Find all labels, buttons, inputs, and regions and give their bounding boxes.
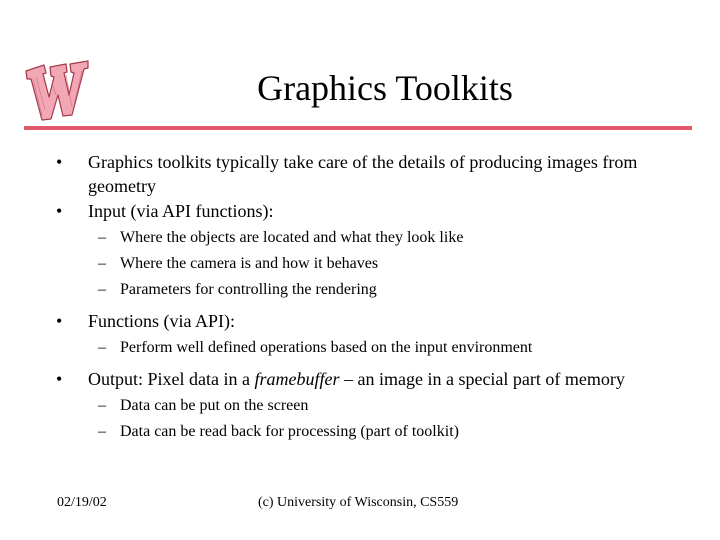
framebuffer-term: framebuffer — [254, 369, 340, 389]
sub-bullet-text: Data can be read back for processing (part of toolkit) — [120, 423, 459, 440]
bullet-marker: • — [56, 311, 63, 331]
bullet-text-start: Output: Pixel data in a — [88, 369, 255, 389]
bullet-text — [88, 369, 625, 389]
bullet-item — [56, 367, 676, 391]
footer-date: 02/19/02 — [57, 495, 107, 510]
sub-bullet-marker: – — [98, 397, 106, 414]
bullet-text: Functions (via API): — [88, 311, 235, 331]
bullet-item — [56, 309, 676, 333]
sub-bullet-item — [56, 251, 676, 277]
title-divider — [24, 126, 692, 130]
sub-bullet-marker: – — [98, 229, 106, 246]
bullet-text-end: – an image in a special part of memory — [339, 369, 625, 389]
sub-bullet-marker: – — [98, 281, 106, 298]
sub-bullet-text: Parameters for controlling the rendering — [120, 281, 377, 298]
sub-bullet-item — [56, 225, 676, 251]
sub-bullet-marker: – — [98, 255, 106, 272]
bullet-marker: • — [56, 152, 63, 172]
footer-credit: (c) University of Wisconsin, CS559 — [258, 495, 459, 510]
sub-bullet-item — [56, 393, 676, 419]
sub-bullet-marker: – — [98, 339, 106, 356]
sub-bullet-text: Perform well defined operations based on the input environment — [120, 339, 533, 356]
sub-bullet-item — [56, 277, 676, 303]
sub-bullet-text: Where the camera is and how it behaves — [120, 255, 379, 272]
sub-bullet-text: Where the objects are located and what they look like — [120, 229, 464, 246]
sub-bullet-list — [56, 335, 676, 361]
bullet-item — [56, 150, 676, 198]
slide-body — [56, 150, 676, 451]
slide-title: Graphics Toolkits — [257, 68, 513, 108]
bullet-text: Graphics toolkits typically take care of the details of producing images from geometry — [88, 152, 638, 196]
bullet-item — [56, 199, 676, 223]
bullet-marker: • — [56, 369, 63, 389]
sub-bullet-item — [56, 335, 676, 361]
bullet-marker: • — [56, 201, 63, 221]
sub-bullet-marker: – — [98, 423, 106, 440]
university-w-logo-icon — [22, 55, 94, 123]
sub-bullet-list — [56, 225, 676, 303]
sub-bullet-list — [56, 393, 676, 445]
sub-bullet-text: Data can be put on the screen — [120, 397, 309, 414]
bullet-text: Input (via API functions): — [88, 201, 274, 221]
logo-w-shape — [26, 61, 88, 120]
sub-bullet-item — [56, 419, 676, 445]
